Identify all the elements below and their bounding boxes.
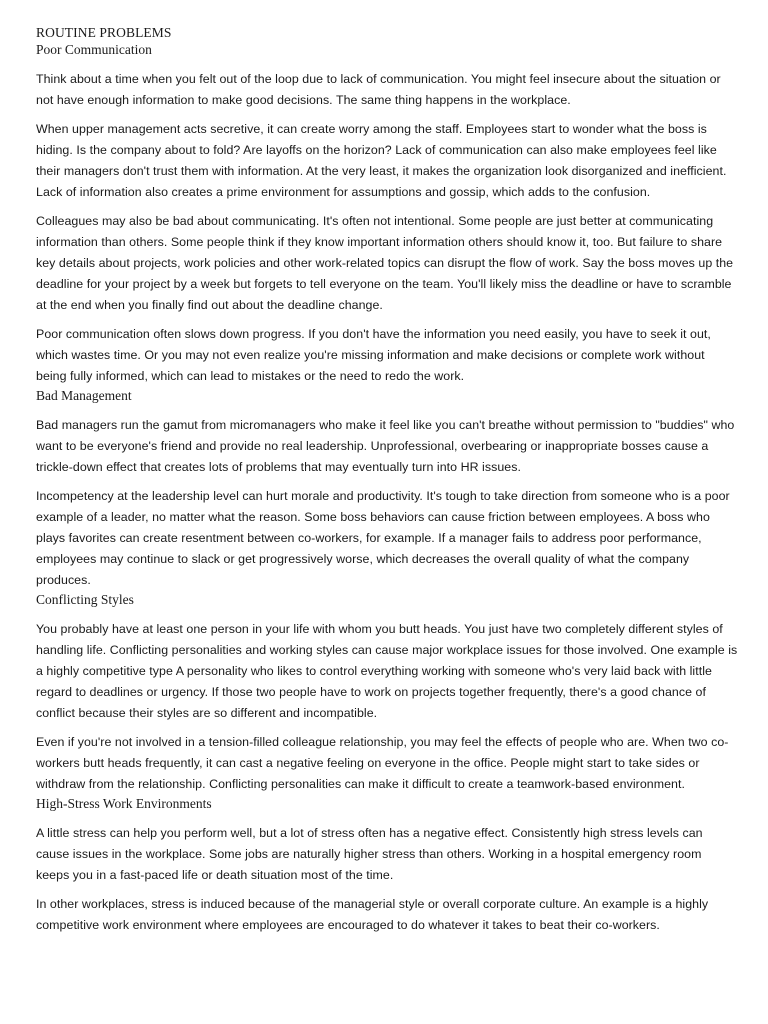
paragraph: A little stress can help you perform well, but a lot of stress often has a negative effect. Consistently high stress levels can cause issues in the workplace. Some jobs are naturally higher stress than others. Working in a hospital emergency room keeps you in a fast-paced life or death situation most of the time. — [36, 826, 703, 882]
section-heading: Poor Communication — [36, 42, 152, 57]
paragraph: Incompetency at the leadership level can hurt morale and productivity. It's tough to take direction from someone who is a poor example of a leader, no matter what the reason. Some boss behaviors can cause friction between employees. A boss who plays favorites can create resentment between co-workers, for example. If a manager fails to address poor performance, employees may continue to slack or get progressively worse, which decreases the overall quality of what the company produces. — [36, 489, 730, 587]
paragraph: Colleagues may also be bad about communicating. It's often not intentional. Some people are just better at communicating information than others. Some people think if they know important information others should know it, too. But failure to share key details about projects, work policies and other work-related topics can disrupt the flow of work. Say the boss moves up the deadline for your project by a week but forgets to tell everyone on the team. You'll likely miss the deadline or have to scramble at the end when you finally find out about the deadline change. — [36, 214, 734, 312]
paragraph: Poor communication often slows down progress. If you don't have the information you need easily, you have to seek it out, which wastes time. Or you may not even realize you're missing information and make decisions or complete work without being fully informed, which can lead to mistakes or the need to redo the work. — [36, 327, 711, 383]
paragraph: Even if you're not involved in a tension-filled colleague relationship, you may feel the effects of people who are. When two co-workers butt heads frequently, it can cast a negative feeling on everyone in the office. People might start to take sides or withdraw from the relationship. Conflicting personalities can make it difficult to create a teamwork-based environment. — [36, 735, 729, 791]
document-title: ROUTINE PROBLEMS — [36, 25, 172, 40]
section-heading: Bad Management — [36, 388, 132, 403]
section-heading: High-Stress Work Environments — [36, 796, 212, 811]
section-poor-communication — [36, 41, 738, 387]
paragraph: You probably have at least one person in your life with whom you butt heads. You just have two completely different styles of handling life. Conflicting personalities and working styles can cause major workplace issues for those involved. One example is a highly competitive type A personality who likes to control everything working with someone who's very laid back with little regard to deadlines or urgency. If those two people have to work on projects together frequently, there's a good chance of conflict because their styles are so different and incompatible. — [36, 622, 738, 720]
section-conflicting-styles — [36, 591, 738, 795]
section-high-stress — [36, 795, 738, 936]
paragraph: When upper management acts secretive, it can create worry among the staff. Employees start to wonder what the boss is hiding. Is the company about to fold? Are layoffs on the horizon? Lack of communication can also make employees feel like their managers don't trust them with information. At the very least, it makes the organization look disorganized and inefficient. Lack of information also creates a prime environment for assumptions and gossip, which adds to the confusion. — [36, 122, 727, 199]
paragraph: Think about a time when you felt out of the loop due to lack of communication. You might feel insecure about the situation or not have enough information to make good decisions. The same thing happens in the workplace. — [36, 72, 721, 107]
document-page — [36, 24, 738, 936]
section-bad-management — [36, 387, 738, 591]
paragraph: In other workplaces, stress is induced because of the managerial style or overall corporate culture. An example is a highly competitive work environment where employees are encouraged to do whatever it takes to beat their co-workers. — [36, 897, 709, 932]
section-heading: Conflicting Styles — [36, 592, 134, 607]
paragraph: Bad managers run the gamut from micromanagers who make it feel like you can't breathe without permission to "buddies" who want to be everyone's friend and provide no real leadership. Unprofessional, overbearing or inappropriate bosses cause a trickle-down effect that creates lots of problems that may eventually turn into HR issues. — [36, 418, 735, 474]
